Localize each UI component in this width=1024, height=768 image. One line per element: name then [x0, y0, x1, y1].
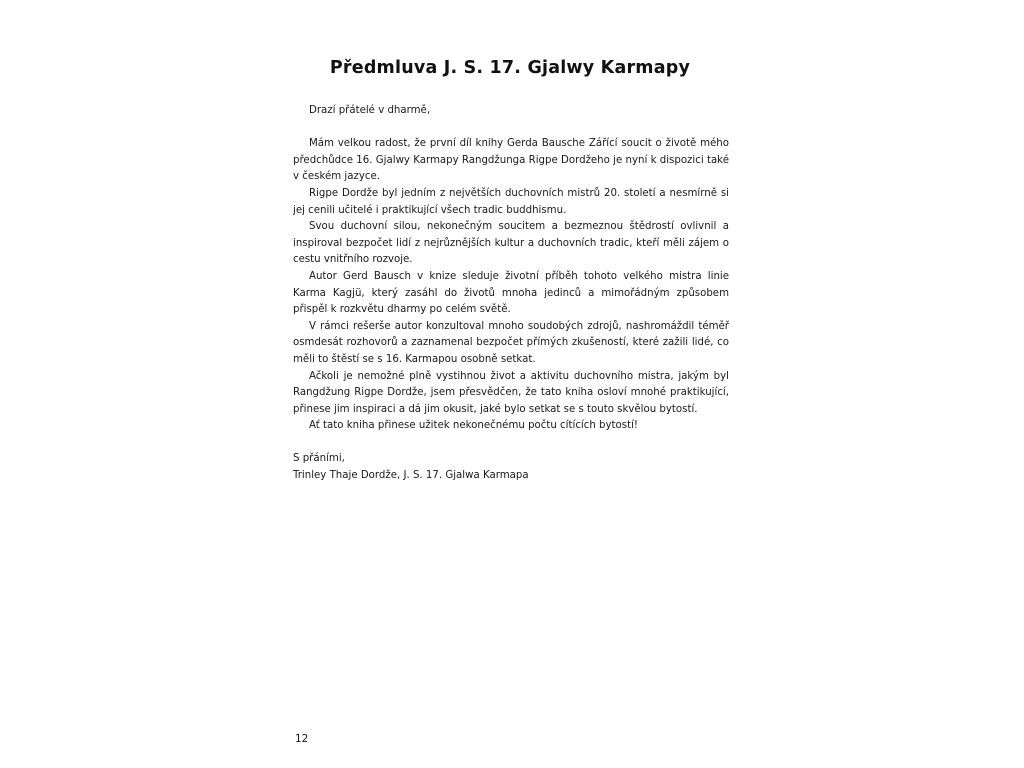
paragraph: Mám velkou radost, že první díl knihy Gerda Bausche Zářící soucit o životě mého předchůdce 16. Gjalwy Karmapy Rangdžunga Rigpe Dordžeho je nyní k dispozici také v českém jazyce.: [293, 138, 729, 183]
paragraph: Svou duchovní silou, nekonečným soucitem a bezmeznou štědrostí ovlivnil a inspiroval bezpočet lidí z nejrůznějších kultur a duchovních tradic, kteří měli zájem o cestu vnitřního rozvoje.: [293, 221, 729, 266]
paragraph: Ačkoli je nemožné plně vystihnou život a aktivitu duchovního mistra, jakým byl Rangdžung Rigpe Dordže, jsem přesvědčen, že tato kniha osloví mnohé praktikující, přinese jim inspiraci a dá jim okusit, jaké bylo setkat se s touto skvělou bytostí.: [293, 370, 729, 415]
closing: S přáními,: [293, 453, 345, 465]
page-number: 12: [295, 733, 309, 745]
letter-body: [293, 103, 729, 485]
salutation: Drazí přátelé v dharmě,: [309, 105, 431, 116]
paragraph: Autor Gerd Bausch v knize sleduje životní příběh tohoto velkého mistra linie Karma Kagjü, který zasáhl do životů mnoha jedinců a mimořádným způsobem přispěl k rozkvětu dharmy po celém světě.: [293, 270, 729, 316]
paragraph-gap: [293, 120, 729, 137]
paragraph: V rámci rešerše autor konzultoval mnoho soudobých zdrojů, nashromáždil téměř osmdesát rozhovorů a zaznamenal bezpočet přímých zkušeností, které zažili lidé, co měli to štěstí se s 16. Karmapou osobně setkat.: [293, 320, 729, 365]
page-title: Předmluva J. S. 17. Gjalwy Karmapy: [329, 58, 691, 78]
paragraph: Rigpe Dordže byl jedním z největších duchovních mistrů 20. století a nesmírně si jej cenili učitelé i praktikující všech tradic buddhismu.: [293, 187, 729, 216]
paragraph-gap: [293, 435, 729, 452]
signature: Trinley Thaje Dordže, J. S. 17. Gjalwa Karmapa: [293, 470, 529, 482]
paragraph: Ať tato kniha přinese užitek nekonečnému počtu cítících bytostí!: [309, 420, 638, 432]
